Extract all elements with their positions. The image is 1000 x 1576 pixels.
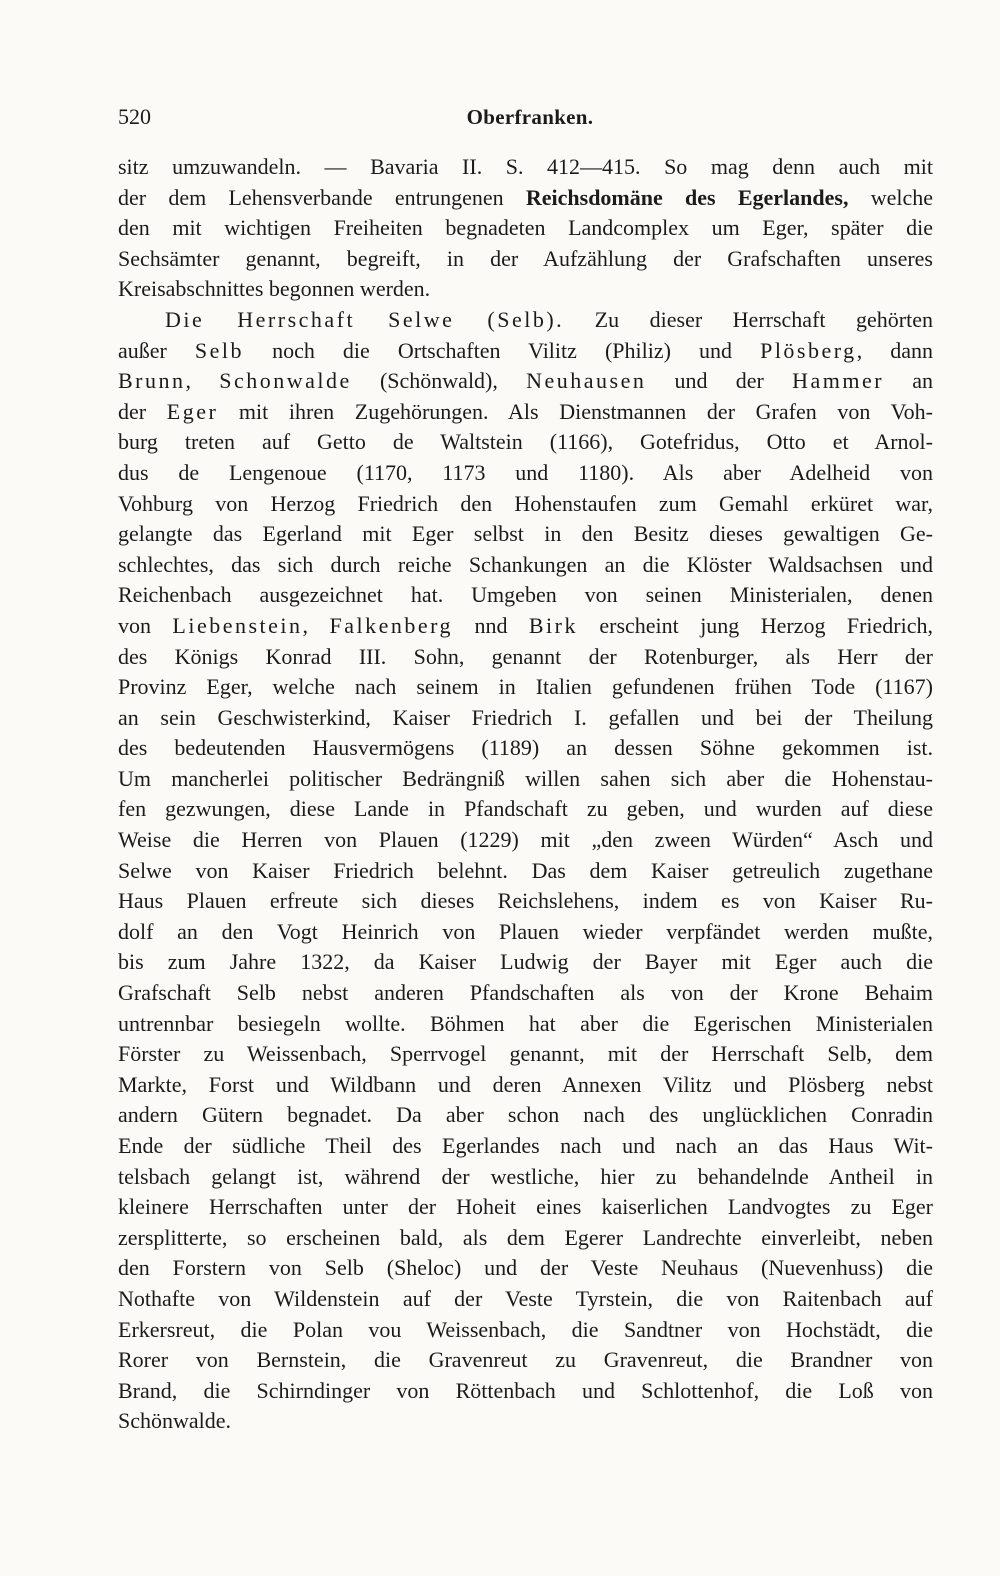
text-line bbox=[118, 947, 933, 978]
text-line bbox=[118, 183, 933, 214]
text-segment: des Königs Konrad III. Sohn, genannt der Rotenburger, als Herr der bbox=[118, 643, 933, 669]
text-segment: dolf an den Vogt Heinrich von Plauen wieder verpfändet werden mußte, bbox=[118, 918, 933, 944]
text-segment: Reichenbach ausgezeichnet hat. Umgeben von seinen Ministerialen, denen bbox=[118, 582, 933, 608]
text-segment: welche bbox=[848, 184, 933, 210]
letterspaced-text: Die Herrschaft Selwe (Selb). bbox=[165, 306, 565, 332]
text-line bbox=[118, 978, 933, 1009]
text-line bbox=[118, 886, 933, 917]
text-segment: andern Gütern begnadet. Da aber schon nach des unglücklichen Conradin bbox=[118, 1102, 933, 1128]
text-segment: erscheint jung Herzog Friedrich, bbox=[577, 612, 933, 638]
text-line bbox=[118, 152, 933, 183]
text-segment: gelangte das Egerland mit Eger selbst in den Besitz dieses gewaltigen Ge- bbox=[118, 521, 933, 547]
text-line bbox=[118, 733, 933, 764]
text-line bbox=[118, 1376, 933, 1407]
text-line bbox=[118, 305, 933, 336]
text-segment: Weise die Herren von Plauen (1229) mit „den zween Würden“ Asch und bbox=[118, 827, 933, 853]
letterspaced-text: Brunn bbox=[118, 368, 186, 394]
text-line bbox=[118, 1315, 933, 1346]
text-line bbox=[118, 1345, 933, 1376]
text-segment: , bbox=[302, 612, 330, 638]
text-line bbox=[118, 1039, 933, 1070]
text-line bbox=[118, 397, 933, 428]
text-line bbox=[118, 274, 933, 305]
text-line bbox=[118, 856, 933, 887]
text-segment: nnd bbox=[453, 612, 529, 638]
page-number: 520 bbox=[118, 104, 151, 129]
text-segment: , bbox=[185, 368, 220, 394]
text-line bbox=[118, 489, 933, 520]
bold-text: Reichsdomäne des Egerlandes, bbox=[525, 184, 849, 210]
text-segment: Provinz Eger, welche nach seinem in Italien gefundenen frühen Tode (1167) bbox=[118, 674, 933, 700]
text-segment: fen gezwungen, diese Lande in Pfandschaft zu geben, und wurden auf diese bbox=[118, 796, 933, 822]
text-segment: telsbach gelangt ist, während der westliche, hier zu behandelnde Antheil in bbox=[118, 1163, 933, 1189]
text-line bbox=[118, 244, 933, 275]
letterspaced-text: Selb bbox=[194, 337, 245, 363]
text-segment: sitz umzuwandeln. — Bavaria II. S. 412—415. So mag denn auch mit bbox=[118, 154, 933, 179]
text-segment: Sechsämter genannt, begreift, in der Aufzählung der Grafschaften unseres bbox=[118, 245, 933, 271]
text-line bbox=[118, 1131, 933, 1162]
text-line bbox=[118, 764, 933, 795]
text-segment: Markte, Forst und Wildbann und deren Annexen Vilitz und Plösberg nebst bbox=[118, 1071, 933, 1097]
letterspaced-text: Plösberg bbox=[760, 337, 857, 363]
text-line bbox=[118, 366, 933, 397]
text-segment: dus de Lengenoue (1170, 1173 und 1180). Als aber Adelheid von bbox=[118, 459, 933, 485]
text-segment: zersplitterte, so erscheinen bald, als dem Egerer Landrechte einverleibt, neben bbox=[118, 1224, 933, 1250]
text-segment: (Schönwald), bbox=[351, 368, 527, 394]
text-segment: , dann bbox=[856, 337, 933, 363]
letterspaced-text: Hammer bbox=[792, 368, 885, 394]
text-segment: schlechtes, das sich durch reiche Schankungen an die Klöster Waldsachsen und bbox=[118, 551, 933, 577]
text-line bbox=[118, 1100, 933, 1131]
text-segment: Um mancherlei politischer Bedrängniß willen sahen sich aber die Hohenstau- bbox=[118, 765, 933, 791]
text-segment: Selwe von Kaiser Friedrich belehnt. Das dem Kaiser getreulich zugethane bbox=[118, 857, 933, 883]
text-line bbox=[118, 1406, 933, 1437]
paragraph bbox=[118, 305, 933, 1437]
text-line bbox=[118, 1284, 933, 1315]
letterspaced-text: Neuhausen bbox=[526, 368, 647, 394]
text-line bbox=[118, 1253, 933, 1284]
text-segment: außer bbox=[118, 337, 195, 363]
text-line bbox=[118, 458, 933, 489]
letterspaced-text: Falkenberg bbox=[329, 612, 454, 638]
text-segment: bis zum Jahre 1322, da Kaiser Ludwig der Bayer mit Eger auch die bbox=[118, 949, 933, 975]
text-segment: mit ihren Zugehörungen. Als Dienstmannen der Grafen von Voh- bbox=[218, 398, 933, 424]
text-line bbox=[118, 1192, 933, 1223]
paragraph bbox=[118, 152, 933, 305]
text-segment: Nothafte von Wildenstein auf der Veste Tyrstein, die von Raitenbach auf bbox=[118, 1285, 933, 1311]
text-segment: Zu dieser Herrschaft gehörten bbox=[564, 306, 933, 332]
text-line bbox=[118, 611, 933, 642]
text-segment: der dem Lehensverbande entrungenen bbox=[118, 184, 526, 210]
text-line bbox=[118, 1223, 933, 1254]
letterspaced-text: Eger bbox=[166, 398, 219, 424]
text-line bbox=[118, 794, 933, 825]
text-segment: Kreisabschnittes begonnen werden. bbox=[118, 276, 431, 302]
text-segment: untrennbar besiegeln wollte. Böhmen hat aber die Egerischen Ministerialen bbox=[118, 1010, 933, 1036]
text-line bbox=[118, 642, 933, 673]
text-segment: von bbox=[118, 612, 173, 638]
text-line bbox=[118, 519, 933, 550]
text-segment: burg treten auf Getto de Waltstein (1166), Gotefridus, Otto et Arnol- bbox=[118, 429, 933, 455]
text-segment: Vohburg von Herzog Friedrich den Hohenstaufen zum Gemahl erküret war, bbox=[118, 490, 933, 516]
text-segment: Rorer von Bernstein, die Gravenreut zu Gravenreut, die Brandner von bbox=[118, 1347, 933, 1373]
text-line bbox=[118, 917, 933, 948]
text-segment: Haus Plauen erfreute sich dieses Reichslehens, indem es von Kaiser Ru- bbox=[118, 888, 933, 914]
text-segment: den Forstern von Selb (Sheloc) und der Veste Neuhaus (Nuevenhuss) die bbox=[118, 1255, 933, 1281]
text-line bbox=[118, 550, 933, 581]
text-line bbox=[118, 1070, 933, 1101]
text-segment: des bedeutenden Hausvermögens (1189) an dessen Söhne gekommen ist. bbox=[118, 735, 933, 761]
text-segment: kleinere Herrschaften unter der Hoheit eines kaiserlichen Landvogtes zu Eger bbox=[118, 1194, 933, 1220]
letterspaced-text: Schonwalde bbox=[219, 368, 352, 394]
text-line bbox=[118, 703, 933, 734]
text-line bbox=[118, 213, 933, 244]
text-segment: Grafschaft Selb nebst anderen Pfandschaften als von der Krone Behaim bbox=[118, 980, 933, 1006]
body-text bbox=[118, 152, 933, 1437]
text-line bbox=[118, 1162, 933, 1193]
text-segment: der bbox=[118, 398, 167, 424]
text-line bbox=[118, 1009, 933, 1040]
text-line bbox=[118, 672, 933, 703]
text-segment: Schönwalde. bbox=[118, 1408, 232, 1434]
text-line bbox=[118, 580, 933, 611]
text-segment: an bbox=[884, 368, 933, 394]
text-segment: Erkersreut, die Polan vou Weissenbach, die Sandtner von Hochstädt, die bbox=[118, 1316, 933, 1342]
text-segment: Brand, die Schirndinger von Röttenbach und Schlottenhof, die Loß von bbox=[118, 1377, 933, 1403]
letterspaced-text: Birk bbox=[528, 612, 578, 638]
letterspaced-text: Liebenstein bbox=[172, 612, 303, 638]
text-segment: Ende der südliche Theil des Egerlandes nach und nach an das Haus Wit- bbox=[118, 1133, 933, 1158]
text-segment: noch die Ortschaften Vilitz (Philiz) und bbox=[244, 337, 761, 363]
text-segment: und der bbox=[646, 368, 793, 394]
text-line bbox=[118, 825, 933, 856]
text-segment: Förster zu Weissenbach, Sperrvogel genannt, mit der Herrschaft Selb, dem bbox=[118, 1041, 933, 1067]
text-segment: an sein Geschwisterkind, Kaiser Friedrich I. gefallen und bei der Theilung bbox=[118, 704, 933, 730]
running-title: Oberfranken. bbox=[466, 105, 594, 129]
text-line bbox=[118, 427, 933, 458]
text-segment: den mit wichtigen Freiheiten begnadeten Landcomplex um Eger, später die bbox=[118, 215, 933, 241]
text-line bbox=[118, 336, 933, 367]
